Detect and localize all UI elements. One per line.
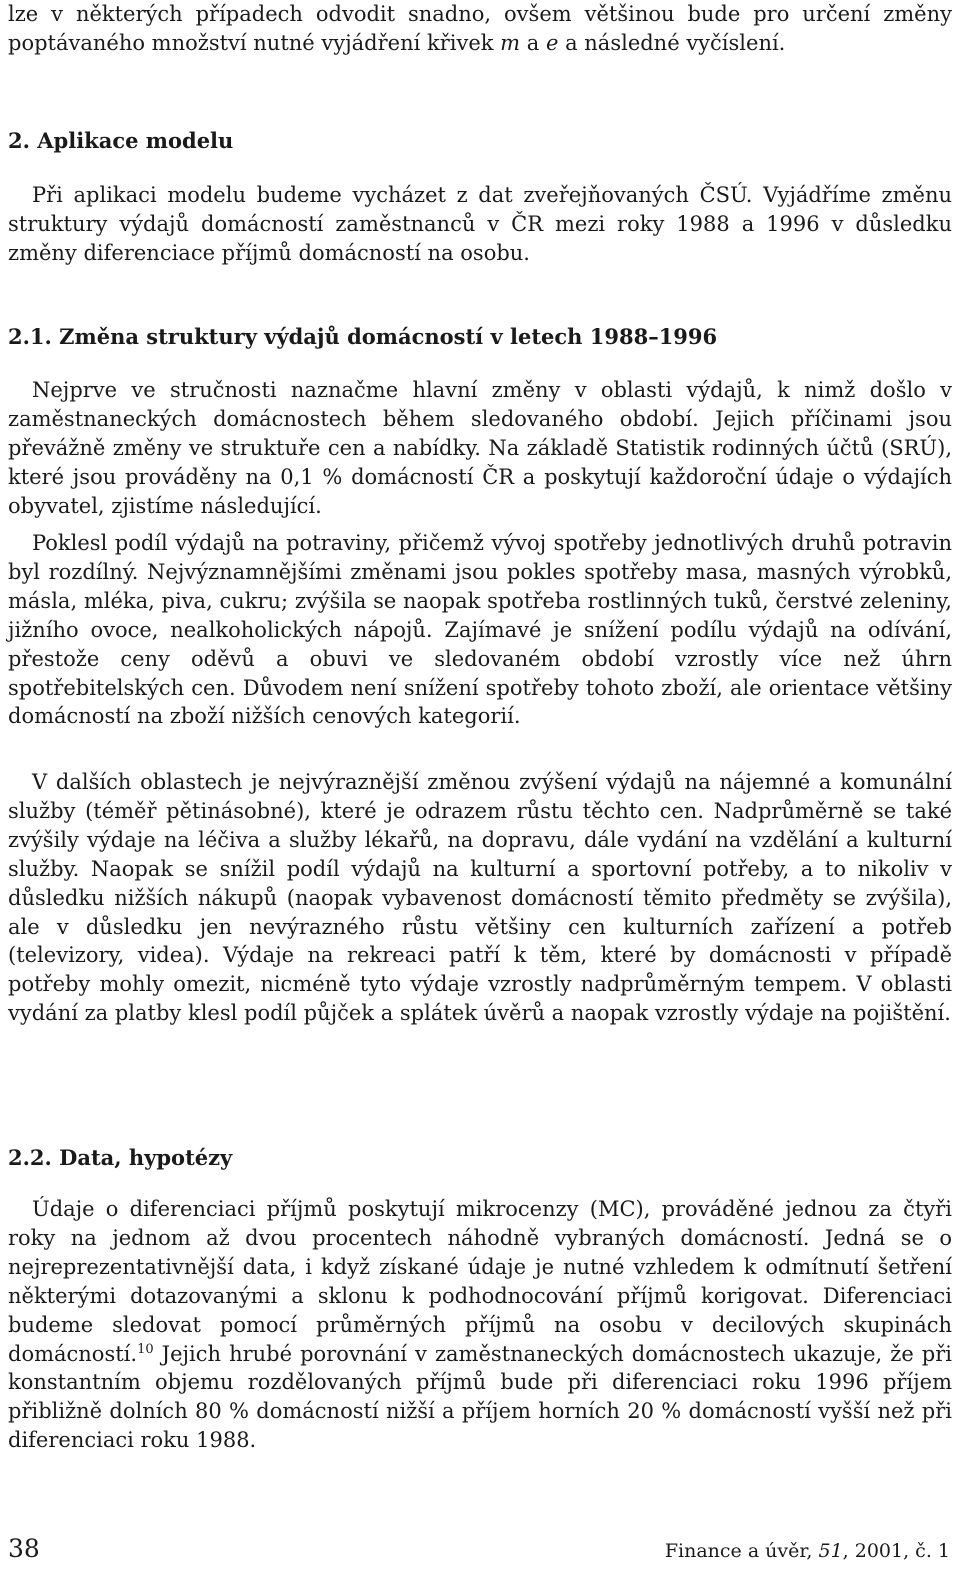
section-2-1-paragraph-2: Poklesl podíl výdajů na potraviny, přičemž vývoj spotřeby jednotlivých druhů potravin byl rozdílný. Nejvýznamnějšími změnami jsou pokles spotřeby masa, masných výrobků, másla, mléka, piva, cukru; zvýšila se naopak spotřeba rostlinných tuků, čerstvé zeleniny, jižního ovoce, nealkoholických nápojů. Zajímavé je snížení podílu výdajů na odívání, přestože ceny oděvů a obuvi ve sledovaném období vzrostly více než úhrn spotřebitelských cen. Důvodem není snížení spotřeby tohoto zboží, ale orientace většiny domácností na zboží nižších cenových kategorií. xyxy=(8,531,952,729)
page-footer xyxy=(8,1532,950,1572)
journal-citation: Finance a úvěr, 51, 2001, č. 1 xyxy=(664,1540,950,1562)
intro-paragraph: lze v některých případech odvodit snadno, ovšem většinou bude pro určení změny poptávaného množství nutné vyjádření křivek m a e a následné vyčíslení. xyxy=(8,2,952,55)
variable-m: m xyxy=(500,30,521,55)
section-2-heading: 2. Aplikace modelu xyxy=(8,128,234,153)
journal-volume: 51 xyxy=(818,1540,843,1562)
section-2-1-paragraph-1: Nejprve ve stručnosti naznačme hlavní změny v oblasti výdajů, k nimž došlo v zaměstnaneckých domácnostech během sledovaného období. Jejich příčinami jsou převážně změny ve struktuře cen a nabídky. Na základě Statistik rodinných účtů (SRÚ), které jsou prováděny na 0,1 % domácností ČR a poskytují každoroční údaje o výdajích obyvatel, zjistíme následující. xyxy=(8,378,952,518)
section-2-2-paragraph: Údaje o diferenciaci příjmů poskytují mikrocenzy (MC), prováděné jednou za čtyři roky na jednom až dvou procentech náhodně vybraných domácností. Jedná se o nejreprezentativnější data, i když získané údaje je nutné vzhledem k odmítnutí šetření některými dotazovanými a sklonu k podhodnocování příjmů korigovat. Diferenciaci budeme sledovat pomocí průměrných příjmů na osobu v decilových skupinách domácností.$^{10}$ Jejich hrubé porovnání v zaměstnaneckých domácnostech ukazuje, že při konstantním objemu rozdělovaných příjmů bude při diferenciaci roku 1996 příjem přibližně dolních 80 % domácností nižší a příjem horních 20 % domácností vyšší než při diferenciaci roku 1988. xyxy=(8,1197,952,1453)
section-2-paragraph: Při aplikaci modelu budeme vycházet z dat zveřejňovaných ČSÚ. Vyjádříme změnu struktury výdajů domácností zaměstnanců v ČR mezi roky 1988 a 1996 v důsledku změny diferenciace příjmů domácností na osobu. xyxy=(8,183,952,265)
footnote-marker: 10 xyxy=(137,1341,154,1357)
section-2-1-paragraph-3: V dalších oblastech je nejvýraznější změnou zvýšení výdajů na nájemné a komunální služby (téměř pětinásobné), které je odrazem růstu těchto cen. Nadprůměrně se také zvýšily výdaje na léčiva a služby lékařů, na dopravu, dále vydání na vzdělání a kulturní služby. Naopak se snížil podíl výdajů na kulturní a sportovní potřeby, a to nikoliv v důsledku nižších nákupů (naopak vybavenost domácností těmito předměty se zvýšila), ale v důsledku jen nevýrazného růstu většiny cen kulturních zařízení a potřeb (televizory, videa). Výdaje na rekreaci patří k těm, které by domácnosti v případě potřeby mohly omezit, nicméně tyto výdaje vzrostly nadprůměrným tempem. V oblasti vydání za platby klesl podíl půjček a splátek úvěrů a naopak vzrostly výdaje na pojištění. xyxy=(8,770,952,1026)
section-2-1-heading: 2.1. Změna struktury výdajů domácností v letech 1988–1996 xyxy=(8,324,718,349)
page-number: 38 xyxy=(8,1534,40,1563)
section-2-2-heading: 2.2. Data, hypotézy xyxy=(8,1145,233,1170)
variable-e: e xyxy=(545,30,559,55)
